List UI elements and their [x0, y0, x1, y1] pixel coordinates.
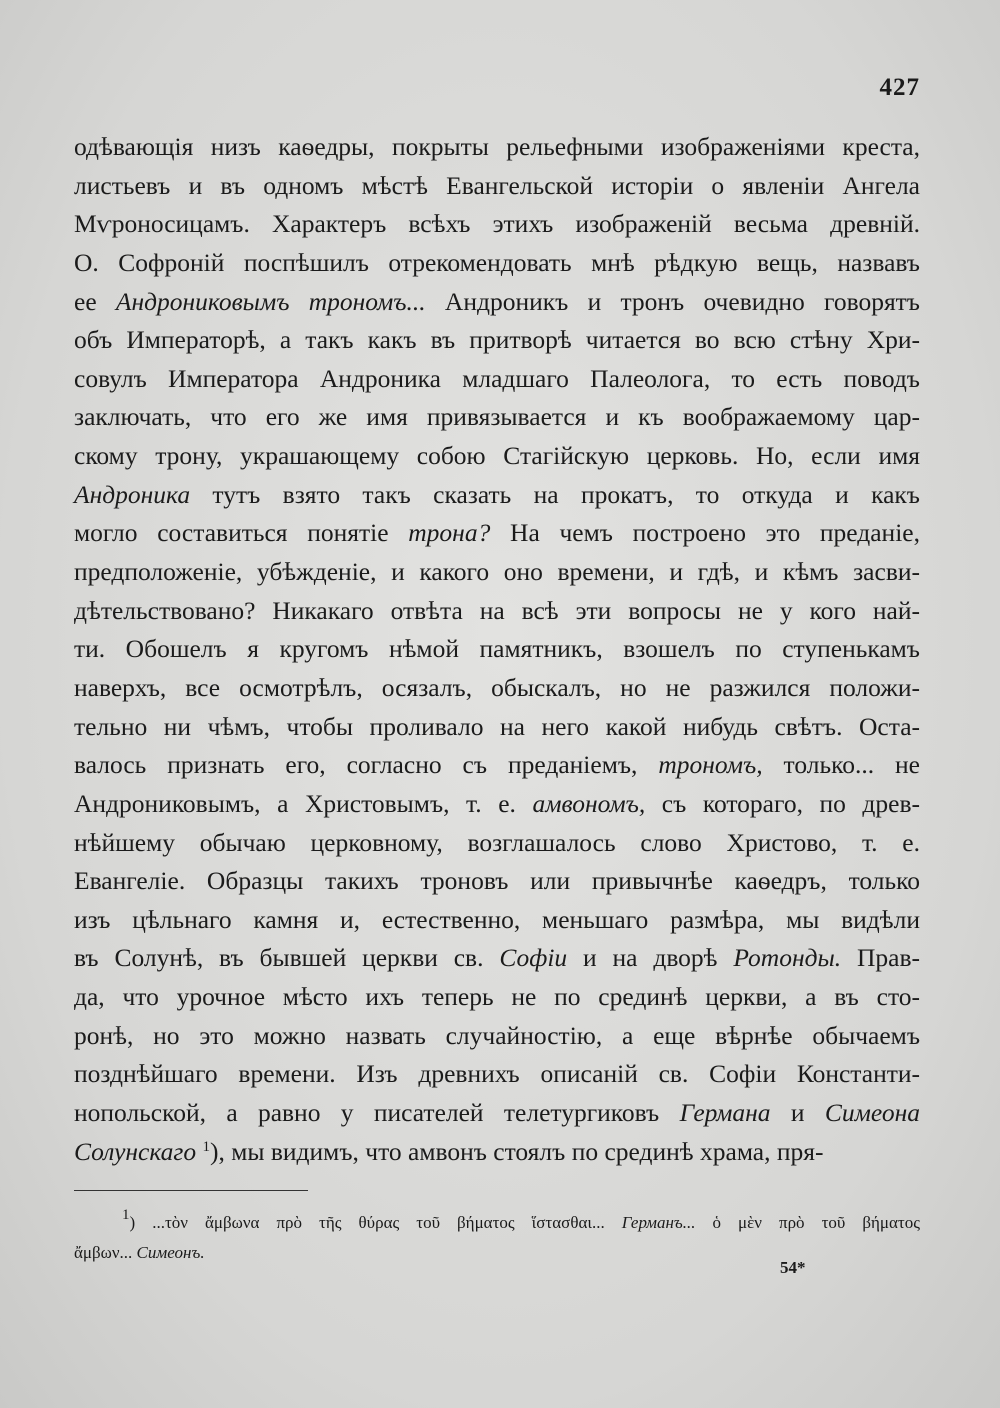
text-line: да, что урочное мѣсто ихъ теперь не по срединѣ церкви, а въ сто- [74, 982, 920, 1012]
main-text [74, 128, 920, 1171]
text-run: На чемъ построено это преданіе, [490, 518, 920, 548]
footnote-marker: 1 [122, 1207, 130, 1223]
text-line: скому трону, украшающему собою Стагійскую церковь. Но, если имя [74, 441, 920, 471]
italic-run: Андрониковымъ трономъ... [115, 286, 426, 316]
italic-run: Симеона [824, 1098, 921, 1128]
text-line [74, 939, 920, 978]
text-run: нопольской, а равно у писателей телетургиковъ [74, 1098, 680, 1128]
italic-run: амвономъ, [532, 788, 646, 818]
text-run: тутъ взято такъ сказать на прокатъ, то откуда и какъ [190, 479, 920, 509]
text-run: съ котораго, по древ- [645, 788, 920, 818]
text-line: предположеніе, убѣжденіе, и какого оно времени, и гдѣ, и кѣмъ засви- [74, 557, 920, 587]
text-run: и [770, 1098, 825, 1128]
text-run: ) ...τὸν ἄμβωνα πρὸ τῆς θύρας τοῦ βήματος ἵστασθαι... [129, 1213, 622, 1232]
italic-run: Солунскаго [74, 1136, 197, 1166]
text-run: въ Солунѣ, въ бывшей церкви св. [74, 943, 500, 973]
signature-mark: 54* [780, 1258, 806, 1277]
text-line: заключать, что его же имя привязывается и къ воображаемому цар- [74, 402, 920, 432]
text-line: ти. Обошелъ я кругомъ нѣмой памятникъ, взошелъ по ступенькамъ [74, 634, 920, 664]
text-line: дѣтельствовано? Никакаго отвѣта на всѣ эти вопросы не у кого най- [74, 595, 920, 625]
text-line: тельно ни чѣмъ, чтобы проливало на него какой нибудь свѣтъ. Оста- [74, 711, 920, 741]
text-run: могло составиться понятіе [74, 518, 409, 548]
page-number: 427 [879, 74, 920, 101]
text-line: позднѣйшаго времени. Изъ древнихъ описаній св. Софіи Константи- [74, 1059, 920, 1089]
text-line: О. Софроній поспѣшилъ отрекомендовать мнѣ рѣдкую вещь, назвавъ [74, 247, 920, 277]
text-line [74, 514, 920, 553]
text-line: совулъ Императора Андроника младшаго Палеолога, то есть поводъ [74, 363, 920, 393]
text-run: и на дворѣ [567, 943, 734, 973]
italic-run: трономъ, [658, 750, 763, 780]
text-run: ее [74, 286, 116, 316]
footnote-line [74, 1208, 920, 1238]
text-line [74, 1094, 920, 1133]
text-line: нѣйшему обычаю церковному, возглашалось слово Христово, т. е. [74, 827, 920, 857]
text-run: ), мы видимъ, что амвонъ стоялъ по срединѣ храма, пря- [209, 1136, 824, 1166]
text-line: Евангеліе. Образцы такихъ троновъ или привычнѣе каѳедръ, только [74, 866, 920, 896]
text-run: ὁ μὲν πρὸ τοῦ βήματος [695, 1213, 920, 1232]
italic-run: трона? [408, 518, 491, 548]
italic-run: Софіи [499, 943, 568, 973]
italic-run: Симеонъ. [136, 1243, 205, 1262]
text-line: одѣвающія низъ каѳедры, покрыты рельефными изображеніями креста, [74, 132, 920, 161]
text-run: Прав- [841, 943, 921, 973]
italic-run: Андроника [74, 479, 191, 509]
text-run: валось признать его, согласно съ преданіемъ, [74, 750, 659, 780]
text-run: ἄμβων... [74, 1243, 137, 1262]
text-run: Андрониковымъ, а Христовымъ, т. е. [74, 788, 533, 818]
text-line [74, 283, 920, 322]
text-run: только... не [762, 750, 920, 780]
italic-run: Германъ... [621, 1213, 696, 1232]
footnote-marker: 1 [202, 1138, 210, 1155]
text-line: Мѵроносицамъ. Характеръ всѣхъ этихъ изображеній весьма древній. [74, 209, 920, 239]
text-line [74, 746, 920, 785]
text-line: наверхъ, все осмотрѣлъ, осязалъ, обыскалъ, но не разжился положи- [74, 672, 920, 702]
footnote-divider [74, 1190, 308, 1191]
text-line: объ Императорѣ, а такъ какъ въ притворѣ читается во всю стѣну Хри- [74, 325, 920, 355]
text-line: изъ цѣльнаго камня и, естественно, меньшаго размѣра, мы видѣли [74, 904, 920, 934]
text-run: Андроникъ и тронъ очевидно говорятъ [425, 286, 920, 316]
italic-run: Ротонды. [733, 943, 842, 973]
text-line [74, 476, 920, 515]
text-line: листьевъ и въ одномъ мѣстѣ Евангельской исторіи о явленіи Ангела [74, 170, 920, 200]
text-line [74, 785, 920, 824]
italic-run: Германа [679, 1098, 771, 1128]
text-line: ронѣ, но это можно назвать случайностію, а еще вѣрнѣе обычаемъ [74, 1020, 920, 1050]
text-line [74, 1133, 920, 1172]
